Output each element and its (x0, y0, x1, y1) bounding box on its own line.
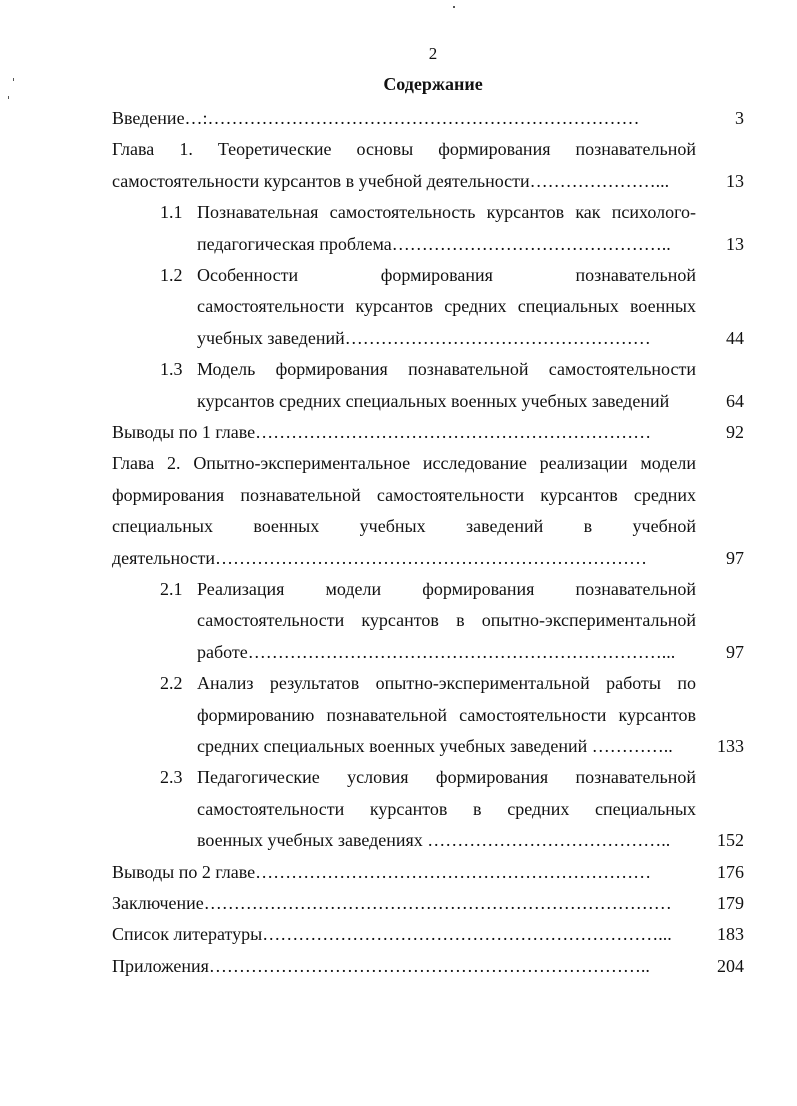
toc-entry-number: 1.2 (160, 265, 183, 285)
toc-page-ref: 152 (717, 830, 744, 851)
toc-entry-line: Введение…:……………………………………………………………… (112, 108, 640, 128)
toc-entry-text (112, 951, 696, 982)
toc-page-ref: 133 (717, 735, 744, 756)
toc-entry-line: Выводы по 2 главе………………………………………………………… (112, 861, 652, 882)
toc-entry (112, 197, 744, 260)
toc-entry (112, 668, 744, 762)
toc-entry (112, 354, 744, 417)
toc-entry-line: Глава 1. Теоретические основы формирования познавательной (112, 139, 696, 160)
toc-entry-number: 1.1 (160, 202, 183, 223)
toc-entry-line: Глава 2. Опытно-экспериментальное исследование реализации модели (112, 453, 696, 474)
toc-entry (112, 417, 744, 448)
toc-entry-number: 1.3 (160, 359, 183, 380)
toc-page-ref: 97 (726, 547, 744, 568)
toc-entry-line: учебных заведений…………………………………………… (197, 327, 651, 348)
toc-entry-number: 2.2 (160, 673, 183, 694)
toc-entry-line: самостоятельности курсантов средних специальных военных (197, 296, 696, 317)
toc-page-ref: 204 (717, 955, 744, 976)
toc-entry-line: Выводы по 1 главе………………………………………………………… (112, 421, 652, 442)
toc-entry-text (112, 574, 696, 668)
toc-entry-line: Список литературы…………………………………………………………... (112, 924, 672, 945)
toc-page-ref: 13 (726, 233, 744, 254)
toc-entry-text (112, 134, 696, 197)
toc-page-ref: 176 (717, 861, 744, 882)
toc-entry-line: самостоятельности курсантов в учебной деятельности…………………... (112, 170, 670, 191)
toc-page-ref: 183 (717, 924, 744, 945)
scan-speck (453, 6, 455, 8)
toc-page-ref: 13 (726, 170, 744, 191)
toc-page-ref: 97 (726, 641, 744, 662)
toc-page-ref: 44 (726, 327, 744, 348)
toc-entry-line: формированию познавательной самостоятельности курсантов (197, 704, 696, 725)
toc-entry (112, 888, 744, 919)
toc-entry-line: Модель формирования познавательной самостоятельности (197, 359, 696, 380)
toc-entry-text (112, 919, 696, 950)
toc-entry-line: средних специальных военных учебных заведений ………….. (197, 735, 673, 756)
toc-entry-line: формирования познавательной самостоятельности курсантов средних (112, 484, 696, 505)
toc-entry-line: Познавательная самостоятельность курсантов как психолого- (197, 202, 696, 223)
toc-entry-number: 2.3 (160, 767, 183, 788)
toc-entry-line: курсантов средних специальных военных учебных заведений (197, 390, 670, 411)
toc-entry-line: Педагогические условия формирования познавательной (197, 767, 696, 788)
toc-title: Содержание (383, 74, 483, 94)
toc-entry-text (112, 260, 696, 354)
toc-entry (112, 448, 744, 574)
toc-entry-line: Приложения……………………………………………………………….. (112, 955, 650, 976)
toc-entry-line: педагогическая проблема……………………………………….. (197, 233, 671, 254)
toc-page-ref: 92 (726, 421, 744, 442)
toc-page-ref: 3 (735, 108, 744, 128)
page-number: 2 (428, 44, 438, 63)
toc-entry-line: военных учебных заведениях ………………………………….. (197, 830, 671, 851)
toc-entry (112, 103, 744, 134)
toc-entry-text (112, 448, 696, 574)
toc-entry-text (112, 354, 696, 417)
toc-entry-text (112, 857, 696, 888)
toc-entry-line: самостоятельности курсантов в средних специальных (197, 798, 696, 819)
scan-speck (13, 78, 14, 81)
toc-entry (112, 574, 744, 668)
toc-entry (112, 762, 744, 856)
toc-entry-line: Особенности формирования познавательной (197, 265, 696, 285)
toc-entry-line: специальных военных учебных заведений в учебной (112, 516, 696, 537)
toc-entry-line: работе……………………………………………………………... (197, 641, 676, 662)
toc-entry (112, 134, 744, 197)
toc-entry-line: деятельности……………………………………………………………… (112, 547, 648, 568)
toc-entry-number: 2.1 (160, 578, 183, 599)
toc-entry-line: Реализация модели формирования познавательной (197, 578, 696, 599)
toc-entry-text (112, 668, 696, 762)
toc-entry (112, 919, 744, 950)
toc-entry (112, 951, 744, 982)
toc-entry-text (112, 888, 696, 919)
toc-entry (112, 260, 744, 354)
scan-speck (8, 96, 9, 99)
toc-entry-text (112, 762, 696, 856)
toc-page-ref: 179 (717, 892, 744, 913)
toc-entry-text (112, 103, 696, 134)
toc-entry-text (112, 417, 696, 448)
toc-entry-line: Анализ результатов опытно-экспериментальной работы по (197, 673, 696, 694)
toc-entry-text (112, 197, 696, 260)
table-of-contents (112, 103, 744, 982)
toc-entry-line: Заключение…………………………………………………………………… (112, 892, 672, 913)
toc-page-ref: 64 (726, 390, 744, 411)
toc-entry-line: самостоятельности курсантов в опытно-экспериментальной (197, 610, 696, 631)
toc-entry (112, 857, 744, 888)
